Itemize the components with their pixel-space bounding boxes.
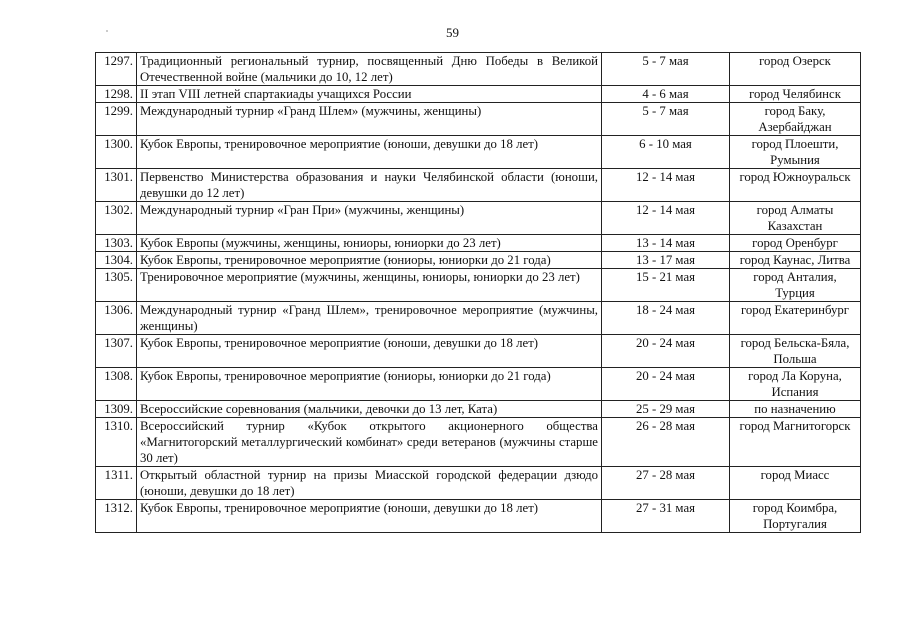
event-dates: 5 - 7 мая <box>602 53 730 86</box>
event-dates: 13 - 14 мая <box>602 235 730 252</box>
table-row <box>96 86 861 103</box>
event-number: 1311. <box>96 467 137 500</box>
event-dates: 25 - 29 мая <box>602 401 730 418</box>
event-name: Тренировочное мероприятие (мужчины, женщины, юниоры, юниорки до 23 лет) <box>137 269 602 302</box>
event-place: город Баку, Азербайджан <box>730 103 861 136</box>
event-place: город Миасс <box>730 467 861 500</box>
event-dates: 20 - 24 мая <box>602 368 730 401</box>
event-name: Открытый областной турнир на призы Миасской городской федерации дзюдо (юноши, девушки до 18 лет) <box>137 467 602 500</box>
event-place: город Коимбра, Португалия <box>730 500 861 533</box>
event-dates: 20 - 24 мая <box>602 335 730 368</box>
event-number: 1298. <box>96 86 137 103</box>
event-dates: 12 - 14 мая <box>602 169 730 202</box>
event-number: 1309. <box>96 401 137 418</box>
event-name: Традиционный региональный турнир, посвященный Дню Победы в Великой Отечественной войне (мальчики до 10, 12 лет) <box>137 53 602 86</box>
table-row <box>96 418 861 467</box>
event-place: город Екатеринбург <box>730 302 861 335</box>
event-number: 1299. <box>96 103 137 136</box>
table-row <box>96 269 861 302</box>
event-number: 1301. <box>96 169 137 202</box>
table-row <box>96 500 861 533</box>
event-place: город Анталия, Турция <box>730 269 861 302</box>
event-dates: 6 - 10 мая <box>602 136 730 169</box>
event-place: город Магнитогорск <box>730 418 861 467</box>
event-place: город Оренбург <box>730 235 861 252</box>
table-row <box>96 467 861 500</box>
event-name: Первенство Министерства образования и науки Челябинской области (юноши, девушки до 12 лет) <box>137 169 602 202</box>
event-place: город Бельска-Бяла, Польша <box>730 335 861 368</box>
event-dates: 27 - 31 мая <box>602 500 730 533</box>
event-place: город Каунас, Литва <box>730 252 861 269</box>
event-number: 1306. <box>96 302 137 335</box>
event-place: по назначению <box>730 401 861 418</box>
table-row <box>96 202 861 235</box>
event-place: город Озерск <box>730 53 861 86</box>
table-row <box>96 136 861 169</box>
event-dates: 12 - 14 мая <box>602 202 730 235</box>
event-dates: 26 - 28 мая <box>602 418 730 467</box>
event-number: 1308. <box>96 368 137 401</box>
table-row <box>96 252 861 269</box>
event-number: 1300. <box>96 136 137 169</box>
event-name: Всероссийский турнир «Кубок открытого акционерного общества «Магнитогорский металлургический комбинат» среди ветеранов (мужчины старше 30 лет) <box>137 418 602 467</box>
event-dates: 13 - 17 мая <box>602 252 730 269</box>
event-name: Всероссийские соревнования (мальчики, девочки до 13 лет, Ката) <box>137 401 602 418</box>
event-name: II этап VIII летней спартакиады учащихся России <box>137 86 602 103</box>
event-number: 1302. <box>96 202 137 235</box>
event-name: Кубок Европы, тренировочное мероприятие (юниоры, юниорки до 21 года) <box>137 368 602 401</box>
event-number: 1303. <box>96 235 137 252</box>
event-name: Кубок Европы, тренировочное мероприятие (юноши, девушки до 18 лет) <box>137 500 602 533</box>
event-dates: 5 - 7 мая <box>602 103 730 136</box>
event-place: город Южноуральск <box>730 169 861 202</box>
event-place: город Ла Корунa, Испания <box>730 368 861 401</box>
table-row <box>96 169 861 202</box>
event-name: Международный турнир «Гранд Шлем» (мужчины, женщины) <box>137 103 602 136</box>
event-place: город Челябинск <box>730 86 861 103</box>
table-row <box>96 335 861 368</box>
event-name: Кубок Европы, тренировочное мероприятие (юноши, девушки до 18 лет) <box>137 136 602 169</box>
event-number: 1305. <box>96 269 137 302</box>
events-table <box>95 52 861 533</box>
event-number: 1304. <box>96 252 137 269</box>
event-dates: 27 - 28 мая <box>602 467 730 500</box>
event-dates: 15 - 21 мая <box>602 269 730 302</box>
event-place: город Алматы Казахстан <box>730 202 861 235</box>
event-number: 1297. <box>96 53 137 86</box>
table-row <box>96 401 861 418</box>
table-row <box>96 302 861 335</box>
event-name: Кубок Европы (мужчины, женщины, юниоры, юниорки до 23 лет) <box>137 235 602 252</box>
event-place: город Плоешти, Румыния <box>730 136 861 169</box>
event-name: Кубок Европы, тренировочное мероприятие (юноши, девушки до 18 лет) <box>137 335 602 368</box>
event-name: Международный турнир «Гранд Шлем», тренировочное мероприятие (мужчины, женщины) <box>137 302 602 335</box>
table-row <box>96 235 861 252</box>
event-dates: 18 - 24 мая <box>602 302 730 335</box>
event-number: 1310. <box>96 418 137 467</box>
scan-speck <box>106 30 108 32</box>
table-row <box>96 103 861 136</box>
event-name: Международный турнир «Гран При» (мужчины, женщины) <box>137 202 602 235</box>
table-row <box>96 368 861 401</box>
event-number: 1312. <box>96 500 137 533</box>
event-dates: 4 - 6 мая <box>602 86 730 103</box>
event-name: Кубок Европы, тренировочное мероприятие (юниоры, юниорки до 21 года) <box>137 252 602 269</box>
page-number: 59 <box>446 25 459 40</box>
table-row <box>96 53 861 86</box>
event-number: 1307. <box>96 335 137 368</box>
